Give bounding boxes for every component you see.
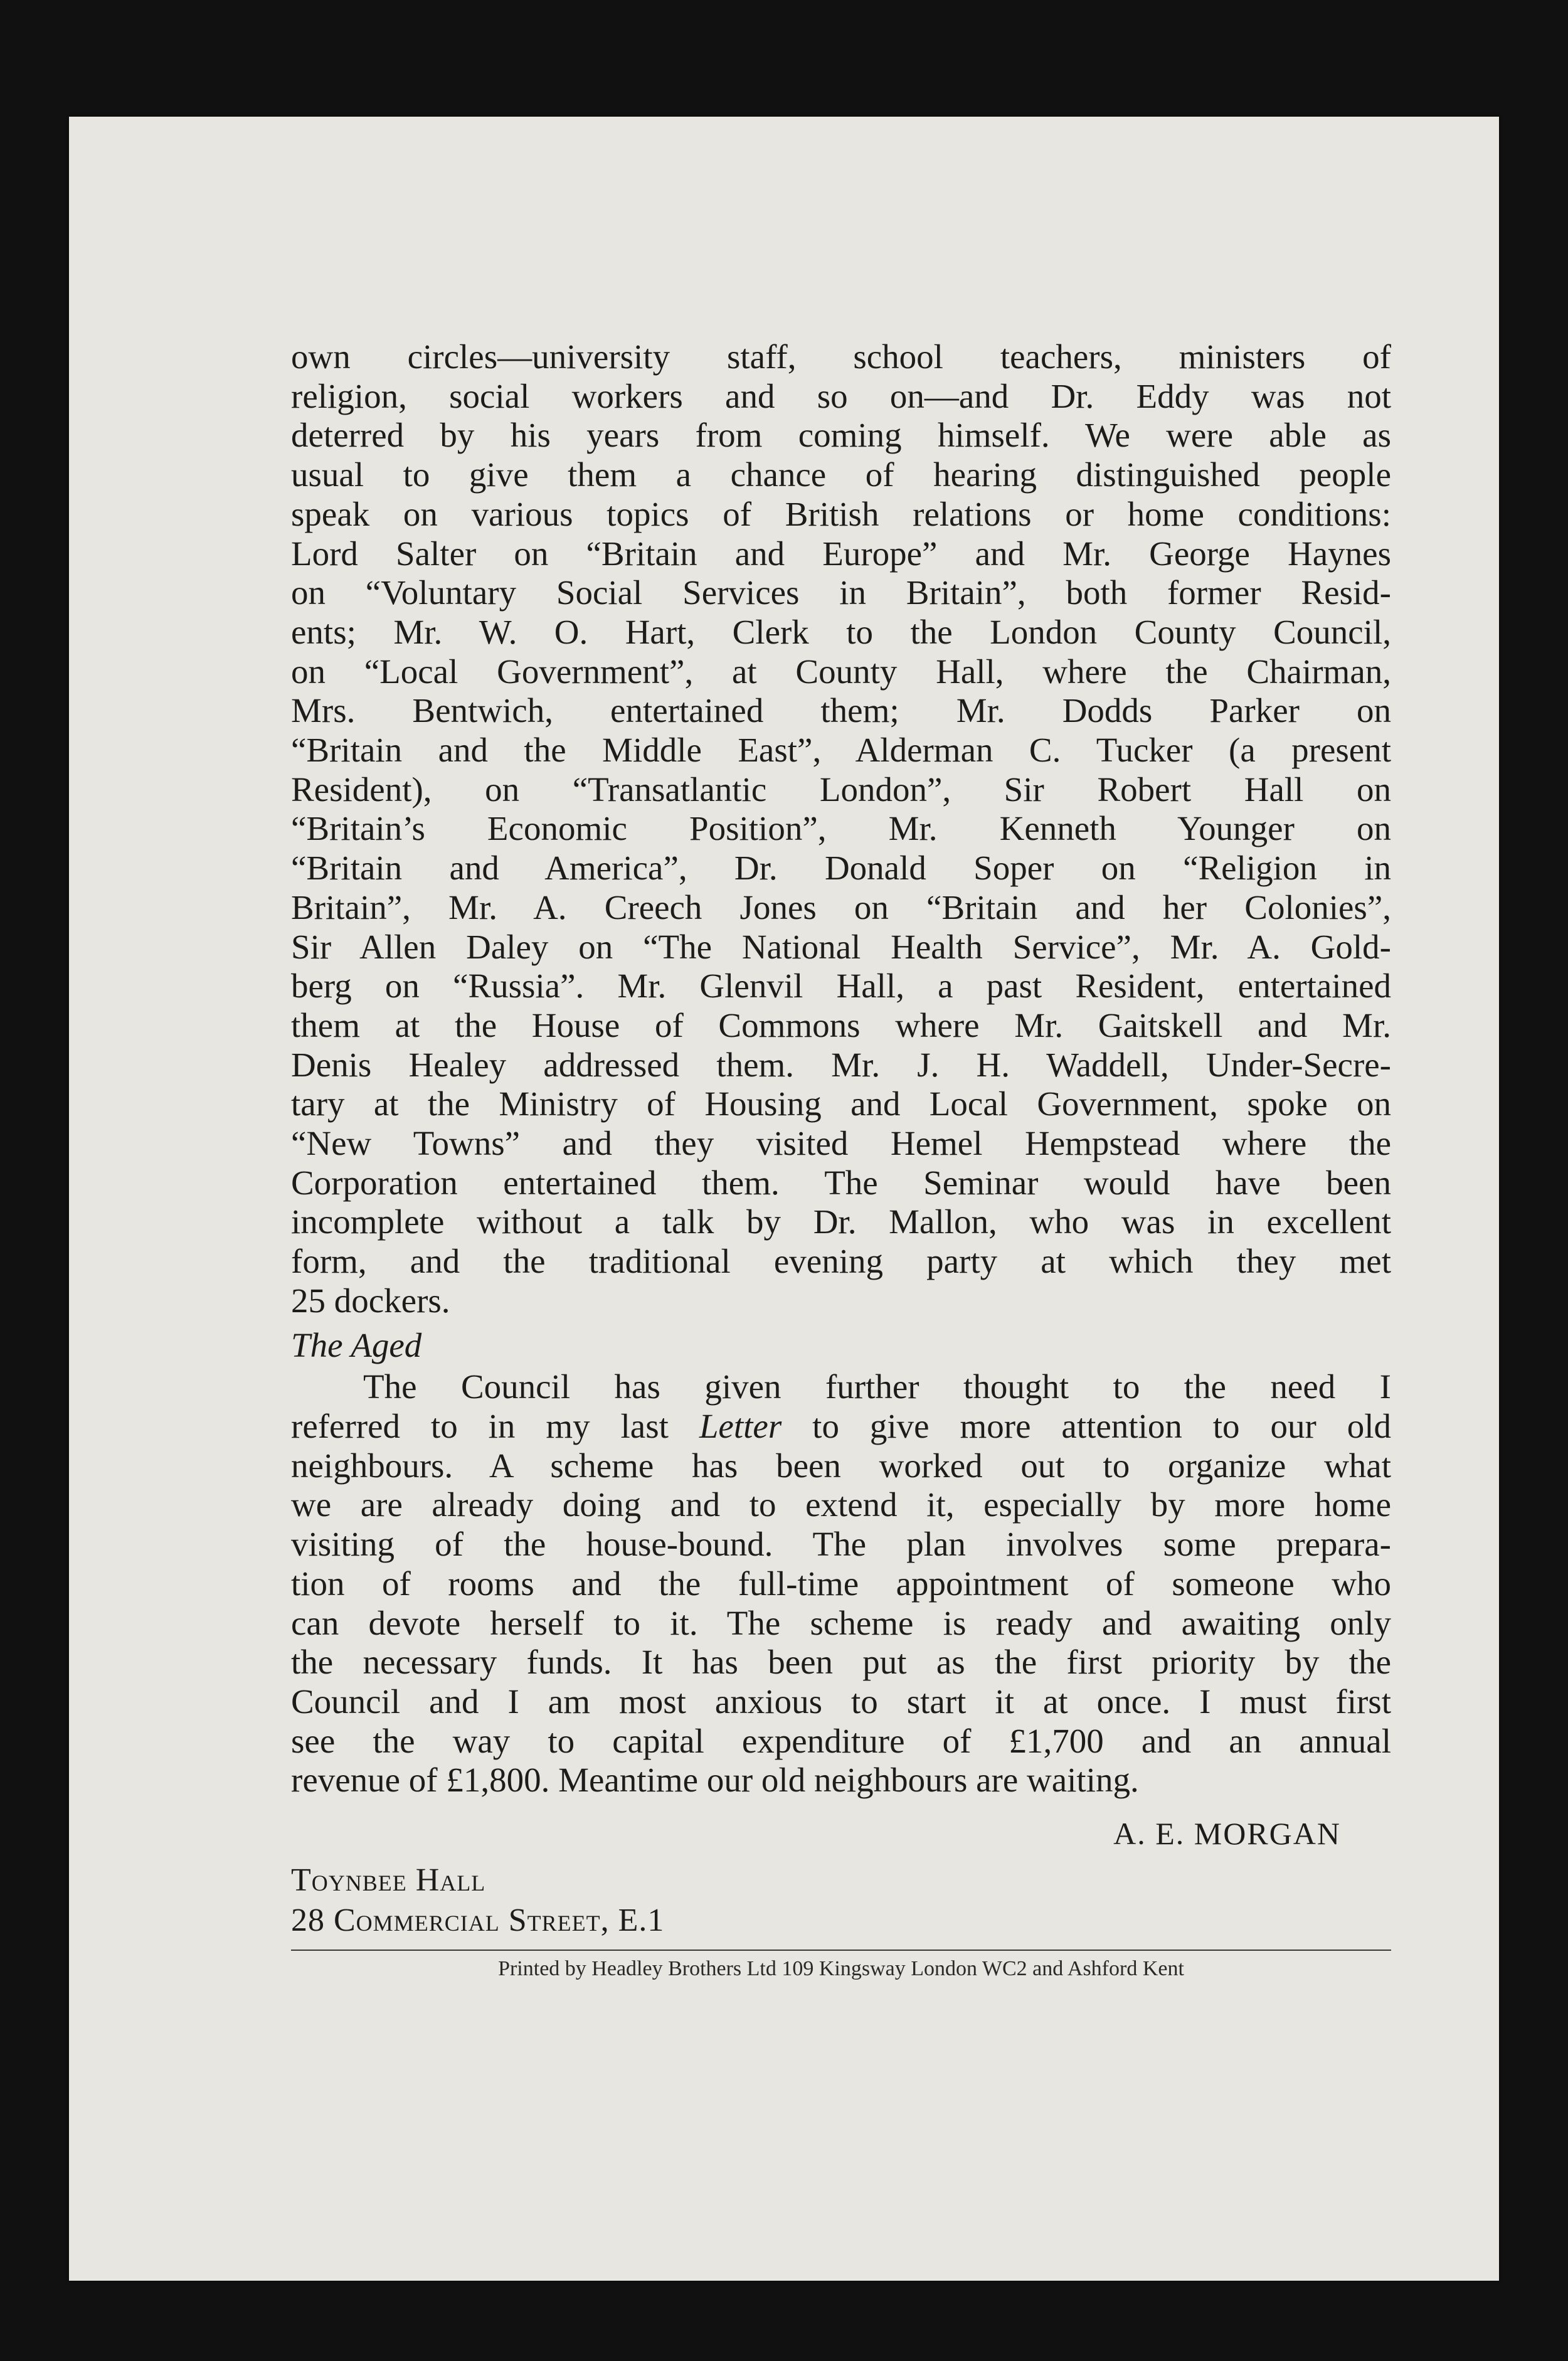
paragraph-the-aged: [291, 1367, 1391, 1800]
text-run: to give more attention to our old: [781, 1406, 1392, 1445]
paragraph-line: Denis Healey addressed them. Mr. J. H. Waddell, Under-Secre-: [291, 1045, 1391, 1084]
paragraph-line: neighbours. A scheme has been worked out to organize what: [291, 1446, 1391, 1485]
paragraph-line: Mrs. Bentwich, entertained them; Mr. Dodds Parker on: [291, 691, 1391, 730]
paragraph-line: Corporation entertained them. The Seminar would have been: [291, 1163, 1391, 1202]
address-line-2: 28 Commercial Street, E.1: [291, 1902, 665, 1939]
paragraph-line: incomplete without a talk by Dr. Mallon, who was in excellent: [291, 1202, 1391, 1241]
paragraph-line: form, and the traditional evening party at which they met: [291, 1242, 1391, 1281]
address-line-1: Toynbee Hall: [291, 1862, 486, 1899]
section-heading: The Aged: [291, 1325, 422, 1364]
footer-rule: [291, 1950, 1391, 1951]
paragraph-seminar: [291, 337, 1391, 1321]
paragraph-line: we are already doing and to extend it, especially by more home: [291, 1485, 1391, 1524]
paragraph-line: tion of rooms and the full-time appointment of someone who: [291, 1564, 1391, 1603]
paragraph-line: the necessary funds. It has been put as the first priority by the: [291, 1643, 1391, 1682]
paragraph-line: religion, social workers and so on—and Dr. Eddy was not: [291, 376, 1391, 415]
text-run: referred to in my last: [291, 1406, 699, 1445]
paragraph-line: on “Voluntary Social Services in Britain”, both former Resid-: [291, 573, 1391, 612]
paragraph-line: 25 dockers.: [291, 1281, 450, 1320]
address-block: [291, 1860, 1391, 1941]
italic-title: Letter: [699, 1406, 782, 1445]
paragraph-line: Lord Salter on “Britain and Europe” and Mr. George Haynes: [291, 534, 1391, 573]
paragraph-line: deterred by his years from coming himself. We were able as: [291, 416, 1391, 455]
paragraph-line: revenue of £1,800. Meantime our old neighbours are waiting.: [291, 1761, 1139, 1800]
paragraph-line: “Britain and the Middle East”, Alderman C. Tucker (a present: [291, 731, 1391, 770]
paragraph-line: [291, 1407, 1391, 1446]
paragraph-line: visiting of the house-bound. The plan involves some prepara-: [291, 1525, 1391, 1564]
signature: A. E. MORGAN: [1113, 1816, 1341, 1852]
paragraph-line: can devote herself to it. The scheme is ready and awaiting only: [291, 1603, 1391, 1642]
paragraph-line: speak on various topics of British relations or home conditions:: [291, 494, 1391, 533]
paragraph-line: Council and I am most anxious to start it at once. I must first: [291, 1682, 1391, 1721]
paragraph-line: “Britain’s Economic Position”, Mr. Kenneth Younger on: [291, 809, 1391, 848]
paragraph-line: Sir Allen Daley on “The National Health Service”, Mr. A. Gold-: [291, 927, 1391, 966]
paragraph-line: “Britain and America”, Dr. Donald Soper on “Religion in: [291, 849, 1391, 888]
paragraph-line: berg on “Russia”. Mr. Glenvil Hall, a past Resident, entertained: [291, 967, 1391, 1005]
paragraph-line: The Council has given further thought to the need I: [363, 1367, 1391, 1406]
paragraph-line: Britain”, Mr. A. Creech Jones on “Britain and her Colonies”,: [291, 888, 1391, 926]
printer-imprint: Printed by Headley Brothers Ltd 109 Kingsway London WC2 and Ashford Kent: [498, 1957, 1184, 1981]
paragraph-line: tary at the Ministry of Housing and Local Government, spoke on: [291, 1085, 1391, 1123]
paragraph-line: usual to give them a chance of hearing distinguished people: [291, 455, 1391, 494]
paragraph-line: “New Towns” and they visited Hemel Hempstead where the: [291, 1124, 1391, 1163]
paragraph-line: Resident), on “Transatlantic London”, Sir Robert Hall on: [291, 770, 1391, 809]
document-page: [69, 117, 1499, 2281]
paragraph-line: ents; Mr. W. O. Hart, Clerk to the London County Council,: [291, 612, 1391, 651]
paragraph-line: on “Local Government”, at County Hall, where the Chairman,: [291, 652, 1391, 691]
paragraph-line: see the way to capital expenditure of £1,700 and an annual: [291, 1721, 1391, 1760]
paragraph-line: them at the House of Commons where Mr. Gaitskell and Mr.: [291, 1005, 1391, 1044]
letter-body: [291, 337, 1391, 1985]
paragraph-line: own circles—university staff, school teachers, ministers of: [291, 337, 1391, 376]
